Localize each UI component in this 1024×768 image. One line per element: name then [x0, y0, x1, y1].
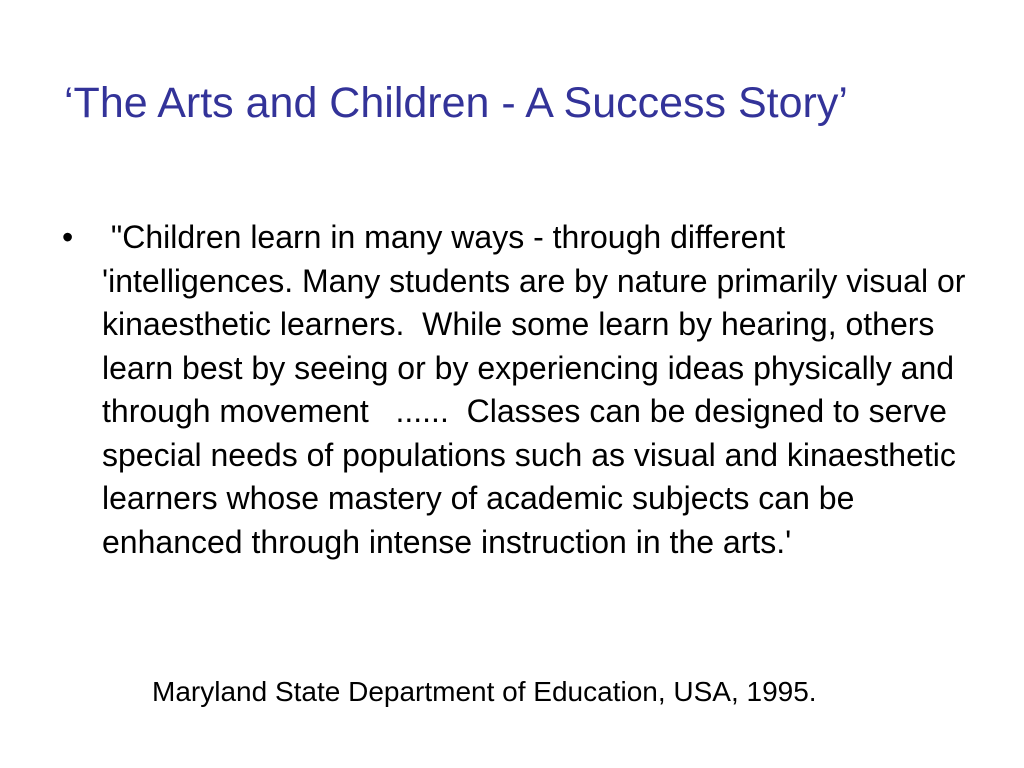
slide-title: ‘The Arts and Children - A Success Story’ [64, 79, 848, 127]
citation: Maryland State Department of Education, USA, 1995. [152, 676, 817, 707]
quote-text: "Children learn in many ways - through different 'intelligences. Many students are by nature primarily visual or kinaesthetic learners. While some learn by hearing, others learn best by seeing or by experiencing ideas physically and through movement ...... Classes can be designed to serve special needs of populations such as visual and kinaesthetic learners whose mastery of academic subjects can be enhanced through intense instruction in the arts.' [102, 219, 975, 560]
bullet-icon: • [62, 219, 74, 255]
